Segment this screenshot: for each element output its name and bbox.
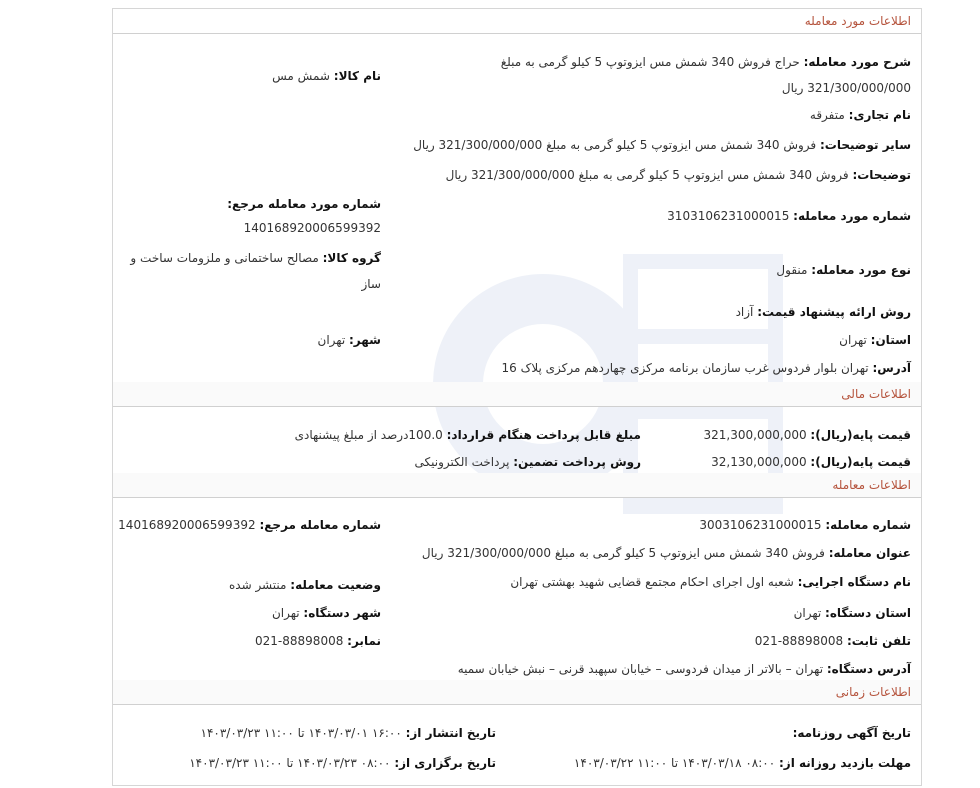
notes: [446, 166, 911, 184]
newspaper-date: [793, 724, 911, 742]
address: [502, 359, 912, 377]
visit-deadline-value: ۰۸:۰۰ ۱۴۰۳/۰۳/۱۸ تا ۱۱:۰۰ ۱۴۰۳/۰۳/۲۲: [573, 756, 776, 770]
payable-amount-label: مبلغ قابل پرداخت هنگام قرارداد:: [446, 428, 641, 442]
section-deal-info: اطلاعات مورد معامله: [113, 9, 921, 34]
address-label: آدرس:: [872, 361, 911, 375]
fax-label: نمابر:: [347, 634, 381, 648]
transaction-title-value: فروش 340 شمش مس ایزوتوپ 5 کیلو گرمی به مبلغ 321/300/000/000 ریال: [421, 546, 825, 560]
pricing-method: [736, 303, 911, 321]
base-price-value: 321,300,000,000: [703, 428, 807, 442]
guarantee-base-price: [711, 453, 911, 471]
org-province: [794, 604, 911, 622]
org-city-label: شهر دستگاه:: [303, 606, 381, 620]
executive-org: [510, 573, 911, 591]
publish-date: [201, 724, 496, 742]
province-value: تهران: [839, 333, 867, 347]
phone-value: 88898008-021: [754, 634, 844, 648]
trade-name: [810, 106, 911, 124]
guarantee-method-label: روش پرداخت تضمین:: [513, 455, 641, 469]
base-price-label: قیمت پایه(ریال):: [810, 428, 911, 442]
executive-org-value: شعبه اول اجرای احکام مجتمع قضایی شهید بهشتی تهران: [510, 575, 794, 589]
transaction-title-label: عنوان معامله:: [828, 546, 911, 560]
section-timing: اطلاعات زمانی: [113, 680, 921, 705]
transaction-ref: [118, 516, 381, 534]
payable-amount: [295, 426, 641, 444]
section-transaction: اطلاعات معامله: [113, 473, 921, 498]
transaction-ref-label: شماره معامله مرجع:: [259, 518, 381, 532]
visit-deadline: [574, 754, 911, 772]
fax: [255, 632, 381, 650]
goods-name-label: نام کالا:: [333, 69, 381, 83]
deal-type-value: منقول: [776, 263, 808, 277]
org-city-value: تهران: [271, 606, 300, 620]
phone: [755, 632, 911, 650]
goods-group-cont: ساز: [361, 277, 381, 291]
pricing-method-value: آزاد: [735, 305, 754, 319]
transaction-status-label: وضعیت معامله:: [290, 578, 381, 592]
address-value: تهران بلوار فردوس غرب سازمان برنامه مرکزی چهاردهم مرکزی پلاک 16: [501, 361, 869, 375]
newspaper-date-label: تاریخ آگهی روزنامه:: [792, 726, 911, 740]
goods-group-label: گروه کالا:: [322, 251, 381, 265]
org-address-value: تهران – بالاتر از میدان فردوسی – خیابان سپهبد قرنی – نبش خیابان سمیه: [457, 662, 824, 676]
transaction-number: [699, 516, 911, 534]
deal-type: [776, 261, 911, 279]
deal-number-label: شماره مورد معامله:: [793, 209, 911, 223]
payable-amount-value: 100.0درصد از مبلغ پیشنهادی: [294, 428, 443, 442]
ref-number-label: شماره مورد معامله مرجع:: [227, 197, 381, 211]
org-address-label: آدرس دستگاه:: [826, 662, 911, 676]
goods-group: [130, 249, 381, 267]
trade-name-value: متفرقه: [809, 108, 845, 122]
other-description-value: فروش 340 شمش مس ایزوتوپ 5 کیلو گرمی به مبلغ 321/300/000/000 ریال: [413, 138, 817, 152]
ref-number-value: 140168920006599392: [243, 221, 381, 235]
details-panel: [112, 8, 922, 786]
city: [318, 331, 381, 349]
base-price: [704, 426, 911, 444]
section-financial: اطلاعات مالی: [113, 382, 921, 407]
transaction-status: [229, 576, 381, 594]
pricing-method-label: روش ارائه پیشنهاد قیمت:: [757, 305, 911, 319]
deal-description-cont: 321/300/000/000 ریال: [781, 81, 911, 95]
notes-label: توضیحات:: [852, 168, 911, 182]
org-province-label: استان دستگاه:: [825, 606, 911, 620]
org-city: [272, 604, 381, 622]
city-label: شهر:: [349, 333, 381, 347]
fax-value: 88898008-021: [255, 634, 344, 648]
guarantee-base-price-label: قیمت پایه(ریال):: [810, 455, 911, 469]
guarantee-base-price-value: 32,130,000,000: [711, 455, 807, 469]
trade-name-label: نام تجاری:: [848, 108, 911, 122]
hold-date: [189, 754, 496, 772]
phone-label: تلفن ثابت:: [846, 634, 911, 648]
deal-description: [501, 53, 911, 71]
executive-org-label: نام دستگاه اجرایی:: [797, 575, 911, 589]
province: [839, 331, 911, 349]
province-label: استان:: [870, 333, 911, 347]
guarantee-method-value: پرداخت الکترونیکی: [414, 455, 510, 469]
goods-name-value: شمش مس: [272, 69, 330, 83]
transaction-title: [422, 544, 911, 562]
guarantee-method: [415, 453, 641, 471]
city-value: تهران: [317, 333, 346, 347]
transaction-number-label: شماره معامله:: [825, 518, 911, 532]
transaction-ref-value: 140168920006599392: [118, 518, 256, 532]
transaction-number-value: 3003106231000015: [699, 518, 822, 532]
org-province-value: تهران: [793, 606, 822, 620]
deal-type-label: نوع مورد معامله:: [811, 263, 911, 277]
deal-number: [667, 207, 911, 225]
hold-date-label: تاریخ برگزاری از:: [394, 756, 496, 770]
org-address: [458, 660, 911, 678]
publish-date-value: ۱۶:۰۰ ۱۴۰۳/۰۳/۰۱ تا ۱۱:۰۰ ۱۴۰۳/۰۳/۲۳: [200, 726, 402, 740]
other-description: [413, 136, 911, 154]
goods-name: [272, 67, 381, 85]
publish-date-label: تاریخ انتشار از:: [405, 726, 496, 740]
deal-number-value: 3103106231000015: [667, 209, 790, 223]
deal-description-value: حراج فروش 340 شمش مس ایزوتوپ 5 کیلو گرمی به مبلغ: [500, 55, 800, 69]
goods-group-value: مصالح ساختمانی و ملزومات ساخت و: [130, 251, 319, 265]
transaction-status-value: منتشر شده: [228, 578, 287, 592]
notes-value: فروش 340 شمش مس ایزوتوپ 5 کیلو گرمی به مبلغ 321/300/000/000 ریال: [445, 168, 849, 182]
deal-description-label: شرح مورد معامله:: [803, 55, 911, 69]
hold-date-value: ۰۸:۰۰ ۱۴۰۳/۰۳/۲۳ تا ۱۱:۰۰ ۱۴۰۳/۰۳/۲۳: [189, 756, 391, 770]
visit-deadline-label: مهلت بازدید روزانه از:: [779, 756, 911, 770]
other-description-label: سایر توضیحات:: [820, 138, 911, 152]
